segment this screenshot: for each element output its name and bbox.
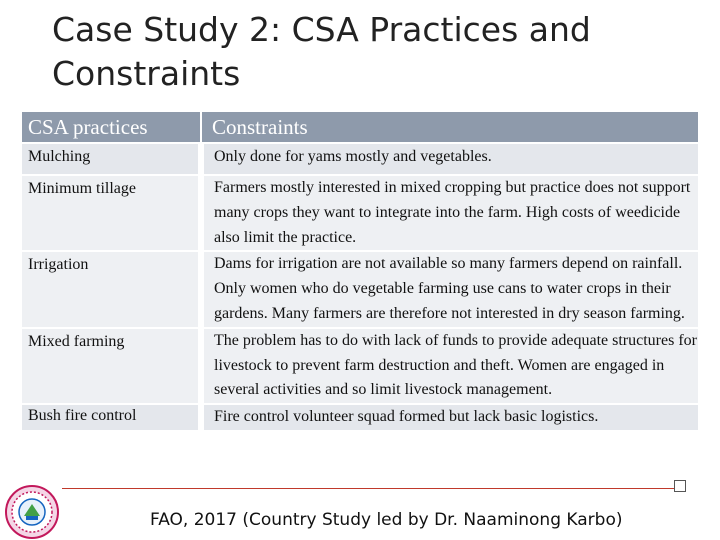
practice-cell: Mulching <box>22 143 201 175</box>
table-row <box>22 251 698 327</box>
table-row <box>22 143 698 175</box>
csir-logo-icon <box>4 484 60 540</box>
slide-title: Case Study 2: CSA Practices and Constraints <box>52 10 591 93</box>
table-row <box>22 404 698 430</box>
constraint-cell: The problem has to do with lack of funds to provide adequate structures for livestock to prevent farm destruction and theft. Women are engaged in several activities and so limit livestock management. <box>201 328 698 404</box>
table-header-row <box>22 112 698 143</box>
constraint-cell: Dams for irrigation are not available so many farmers depend on rainfall. Only women who do vegetable farming use cans to water crops in their gardens. Many farmers are therefore not interested in dry season farming. <box>201 251 698 327</box>
practice-cell <box>22 328 201 404</box>
csa-table <box>22 112 698 430</box>
header-csa-practices: CSA practices <box>22 112 201 143</box>
constraint-cell: Only done for yams mostly and vegetables. <box>201 143 698 175</box>
practice-label: Irrigation <box>28 256 89 274</box>
practice-cell <box>22 251 201 327</box>
table-row <box>22 328 698 404</box>
practice-label: Bush fire control <box>28 407 137 425</box>
table-row <box>22 175 698 251</box>
footer-square <box>674 480 686 492</box>
practice-label: Mixed farming <box>28 332 125 350</box>
constraint-cell: Fire control volunteer squad formed but lack basic logistics. <box>201 404 698 430</box>
practice-cell <box>22 175 201 251</box>
practice-cell <box>22 404 201 430</box>
constraint-cell: Farmers mostly interested in mixed cropping but practice does not support many crops they want to integrate into the farm. High costs of weedicide also limit the practice. <box>201 175 698 251</box>
header-constraints: Constraints <box>201 112 698 143</box>
footer-divider <box>62 488 674 489</box>
citation-text: FAO, 2017 (Country Study led by Dr. Naaminong Karbo) <box>150 510 623 530</box>
practice-label: Minimum tillage <box>28 180 136 197</box>
